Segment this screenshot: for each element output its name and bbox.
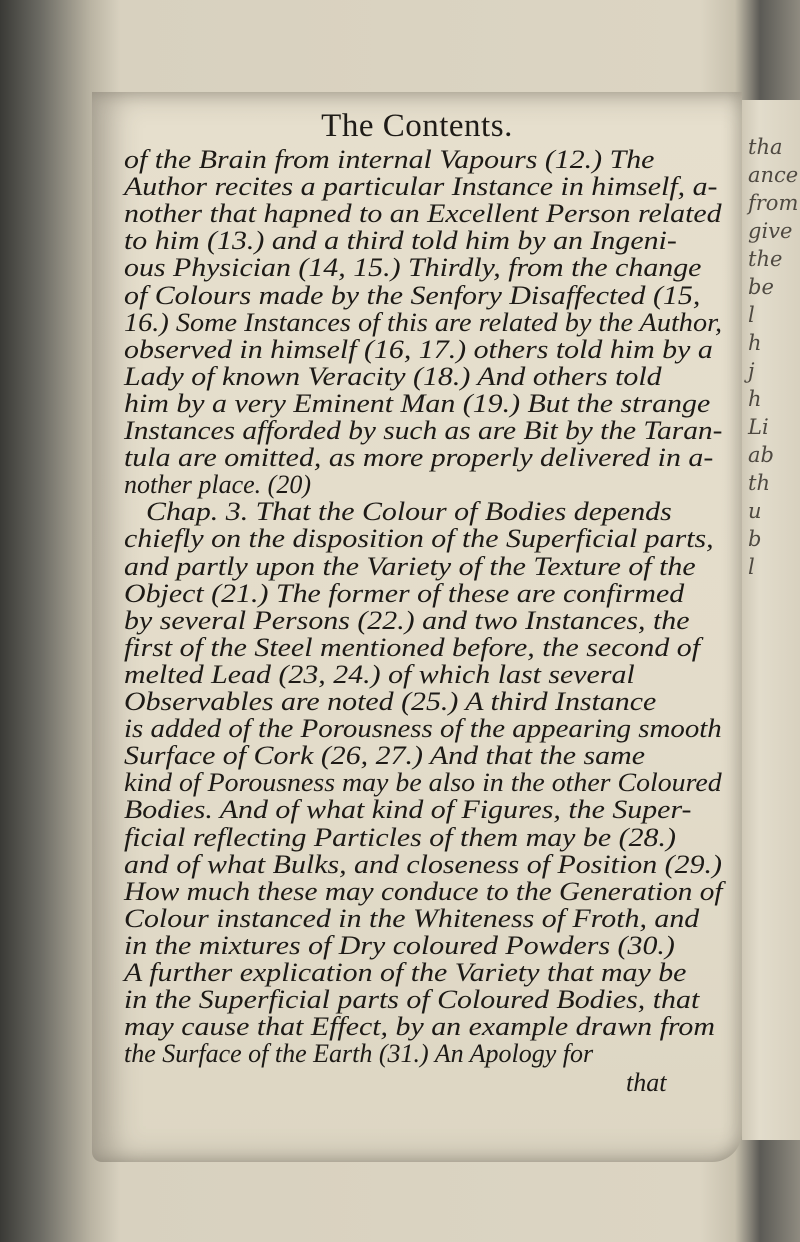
facing-page-fragment: be <box>748 275 774 299</box>
facing-page-fragment: l <box>748 303 755 327</box>
text-line: and of what Bulks, and closeness of Position (29.) <box>124 849 722 879</box>
text-line: and partly upon the Variety of the Texture of the <box>124 551 696 581</box>
text-line: Lady of known Veracity (18.) And others told <box>124 361 662 391</box>
facing-page-fragment: b <box>748 527 762 551</box>
text-line: in the mixtures of Dry coloured Powders (30.) <box>124 930 675 960</box>
text-line: him by a very Eminent Man (19.) But the strange <box>124 388 711 418</box>
text-line: in the Superficial parts of Coloured Bodies, that <box>124 985 700 1015</box>
text-line: Instances afforded by such as are Bit by the Taran- <box>124 416 723 445</box>
facing-page-fragment: ance <box>748 163 799 187</box>
facing-page-fragment: the <box>748 247 783 271</box>
text-line: the Surface of the Earth (31.) An Apology for <box>124 1039 594 1069</box>
text-line: by several Persons (22.) and two Instances, the <box>124 605 690 635</box>
facing-page-fragment: j <box>748 359 755 383</box>
text-line: observed in himself (16, 17.) others told him by a <box>124 334 713 364</box>
text-line: melted Lead (23, 24.) of which last several <box>124 659 635 689</box>
running-head: The Contents. <box>321 108 513 144</box>
text-line: Surface of Cork (26, 27.) And that the same <box>124 741 645 771</box>
text-line: 16.) Some Instances of this are related by the Author, <box>124 307 723 337</box>
facing-page-fragment: ab <box>748 443 774 467</box>
text-line: ous Physician (14, 15.) Thirdly, from the change <box>124 253 702 283</box>
text-line: Object (21.) The former of these are confirmed <box>124 578 685 608</box>
text-line: A further explication of the Variety that may be <box>124 958 687 987</box>
facing-page-fragment: th <box>748 471 770 495</box>
facing-page-fragment: h <box>748 387 762 411</box>
text-line: of Colours made by the Senfory Disaffected (15, <box>124 280 701 310</box>
contents-text <box>124 145 724 1095</box>
text-line: How much these may conduce to the Generation of <box>124 876 723 906</box>
text-line: ficial reflecting Particles of them may be (28.) <box>124 822 676 852</box>
facing-page-fragment: from <box>748 191 799 215</box>
facing-page-fragment: u <box>748 499 762 523</box>
text-line: kind of Porousness may be also in the other Coloured <box>124 768 722 798</box>
text-line: nother that hapned to an Excellent Person related <box>124 199 722 229</box>
facing-page-fragment: l <box>748 555 755 579</box>
text-line: chiefly on the disposition of the Superficial parts, <box>124 524 714 554</box>
facing-page-edge <box>742 100 800 1140</box>
facing-page-fragment: Li <box>748 415 769 439</box>
catchword: that <box>626 1068 667 1097</box>
text-line: Author recites a particular Instance in himself, a- <box>124 172 718 202</box>
text-line: of the Brain from internal Vapours (12.) The <box>124 145 655 174</box>
text-line: Chap. 3. That the Colour of Bodies depends <box>146 497 672 527</box>
text-line: Observables are noted (25.) A third Instance <box>124 687 657 716</box>
text-line: tula are omitted, as more properly delivered in a- <box>124 443 714 473</box>
text-line: first of the Steel mentioned before, the second of <box>124 632 701 662</box>
facing-page-fragment: give <box>748 219 793 243</box>
text-line: to him (13.) and a third told him by an Ingeni- <box>124 226 677 256</box>
facing-page-fragment: tha <box>748 135 783 159</box>
text-line: Bodies. And of what kind of Figures, the Super- <box>124 795 692 825</box>
facing-page-fragments <box>742 100 800 1140</box>
text-line: is added of the Porousness of the appearing smooth <box>124 714 722 744</box>
text-line: may cause that Effect, by an example drawn from <box>124 1012 715 1042</box>
facing-page-fragment: h <box>748 331 762 355</box>
text-line: Colour instanced in the Whiteness of Froth, and <box>124 903 700 933</box>
text-line: nother place. (20) <box>124 470 312 500</box>
